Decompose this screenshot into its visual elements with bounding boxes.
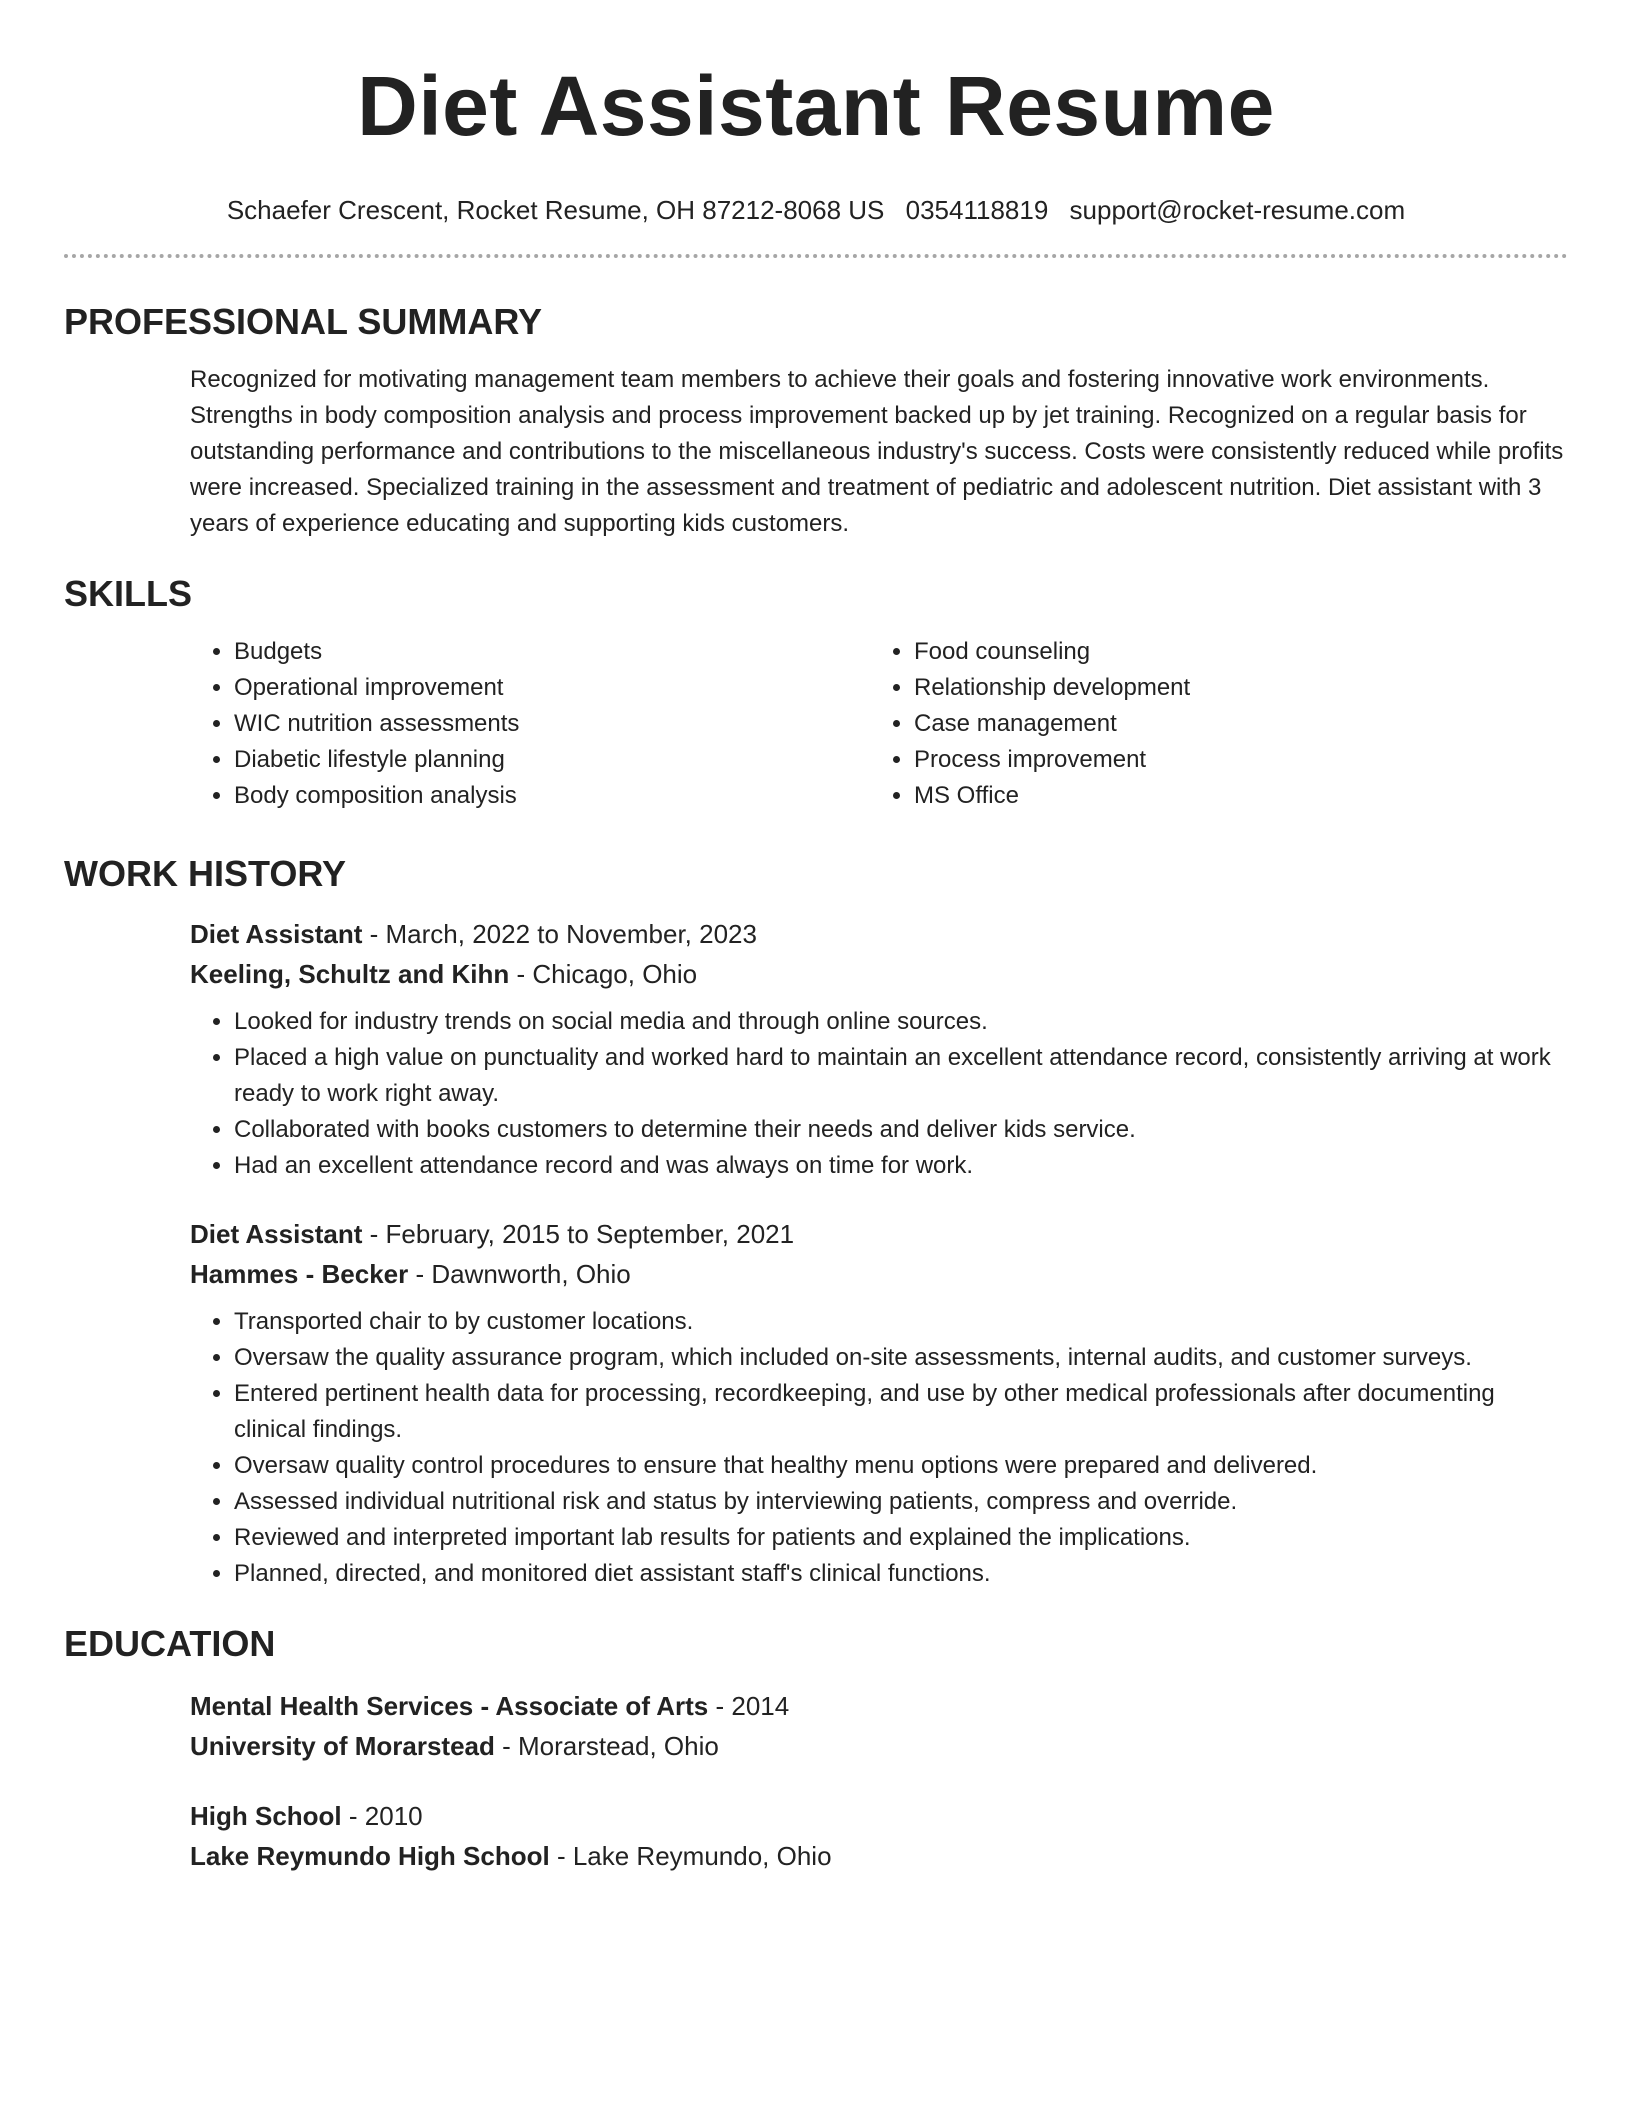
job-title: Diet Assistant: [190, 1219, 363, 1249]
job-title-line: [190, 914, 1568, 954]
education-school: University of Morarstead: [190, 1731, 495, 1761]
education-year: - 2014: [708, 1691, 790, 1721]
education-school-line: [190, 1726, 1568, 1766]
skills-column-right: [870, 634, 1550, 814]
job-company-line: [190, 1254, 1568, 1294]
skill-item: • Budgets: [234, 634, 870, 670]
education-location: - Morarstead, Ohio: [494, 1731, 719, 1761]
job-bullet: • Reviewed and interpreted important lab results for patients and explained the implications.: [234, 1520, 1568, 1556]
job-bullet: • Entered pertinent health data for processing, recordkeeping, and use by other medical professionals after documenting clinical findings.: [234, 1376, 1568, 1448]
skill-item: • Case management: [914, 706, 1550, 742]
job-bullet: • Oversaw the quality assurance program, which included on-site assessments, internal audits, and customer surveys.: [234, 1340, 1568, 1376]
header-divider: [64, 254, 1568, 258]
summary-section: [64, 300, 1568, 542]
skill-item: • Diabetic lifestyle planning: [234, 742, 870, 778]
job-bullet: • Assessed individual nutritional risk and status by interviewing patients, compress and override.: [234, 1484, 1568, 1520]
education-entry: [190, 1686, 1568, 1766]
education-degree-line: [190, 1686, 1568, 1726]
skill-item: • Relationship development: [914, 670, 1550, 706]
education-year: - 2010: [341, 1801, 423, 1831]
education-degree: High School: [190, 1801, 342, 1831]
job-title-line: [190, 1214, 1568, 1254]
skill-item: • Body composition analysis: [234, 778, 870, 814]
skill-item: • Operational improvement: [234, 670, 870, 706]
skill-item: • MS Office: [914, 778, 1550, 814]
job-bullet: • Had an excellent attendance record and was always on time for work.: [234, 1148, 1568, 1184]
skills-list-right: [870, 634, 1550, 814]
job-company-line: [190, 954, 1568, 994]
work-history-heading: WORK HISTORY: [64, 853, 347, 894]
job-entry: [190, 1214, 1568, 1592]
education-school-line: [190, 1836, 1568, 1876]
job-dates: - March, 2022 to November, 2023: [362, 919, 757, 949]
job-bullets: [190, 1004, 1568, 1184]
job-bullet: • Planned, directed, and monitored diet assistant staff's clinical functions.: [234, 1556, 1568, 1592]
job-location: - Chicago, Ohio: [509, 959, 698, 989]
education-location: - Lake Reymundo, Ohio: [549, 1841, 832, 1871]
job-company: Keeling, Schultz and Kihn: [190, 959, 510, 989]
education-school: Lake Reymundo High School: [190, 1841, 550, 1871]
skill-item: • Process improvement: [914, 742, 1550, 778]
job-bullet: • Collaborated with books customers to determine their needs and deliver kids service.: [234, 1112, 1568, 1148]
education-degree: Mental Health Services - Associate of Arts: [190, 1691, 709, 1721]
education-section: [64, 1622, 1568, 1876]
skills-list-left: [190, 634, 870, 814]
job-location: - Dawnworth, Ohio: [408, 1259, 631, 1289]
resume-title: Diet Assistant Resume: [357, 59, 1275, 153]
job-bullets: [190, 1304, 1568, 1592]
job-company: Hammes - Becker: [190, 1259, 409, 1289]
education-heading: EDUCATION: [64, 1623, 276, 1664]
contact-address: Schaefer Crescent, Rocket Resume, OH 87212-8068 US: [226, 195, 885, 225]
contact-line: [64, 194, 1568, 226]
job-title: Diet Assistant: [190, 919, 363, 949]
contact-email: support@rocket-resume.com: [1069, 195, 1406, 225]
education-degree-line: [190, 1796, 1568, 1836]
job-dates: - February, 2015 to September, 2021: [362, 1219, 795, 1249]
job-entry: [190, 914, 1568, 1184]
contact-phone: 0354118819: [905, 195, 1049, 225]
skills-grid: [190, 634, 1568, 814]
summary-heading: PROFESSIONAL SUMMARY: [64, 301, 543, 342]
work-history-section: [64, 852, 1568, 1592]
job-bullet: • Looked for industry trends on social media and through online sources.: [234, 1004, 1568, 1040]
job-bullet: • Transported chair to by customer locations.: [234, 1304, 1568, 1340]
skills-column-left: [190, 634, 870, 814]
skills-heading: SKILLS: [64, 573, 193, 614]
skill-item: • WIC nutrition assessments: [234, 706, 870, 742]
skill-item: • Food counseling: [914, 634, 1550, 670]
skills-section: [64, 572, 1568, 814]
summary-text: Recognized for motivating management team members to achieve their goals and fostering innovative work environments. Strengths in body composition analysis and process improvement backed up by jet training. Recognized on a regular basis for outstanding performance and contributions to the miscellaneous industry's success. Costs were consistently reduced while profits were increased. Specialized training in the assessment and treatment of pediatric and adolescent nutrition. Diet assistant with 3 years of experience educating and supporting kids customers.: [190, 366, 1564, 537]
job-bullet: • Placed a high value on punctuality and worked hard to maintain an excellent attendance record, consistently arriving at work ready to work right away.: [234, 1040, 1568, 1112]
job-bullet: • Oversaw quality control procedures to ensure that healthy menu options were prepared and delivered.: [234, 1448, 1568, 1484]
education-entry: [190, 1796, 1568, 1876]
